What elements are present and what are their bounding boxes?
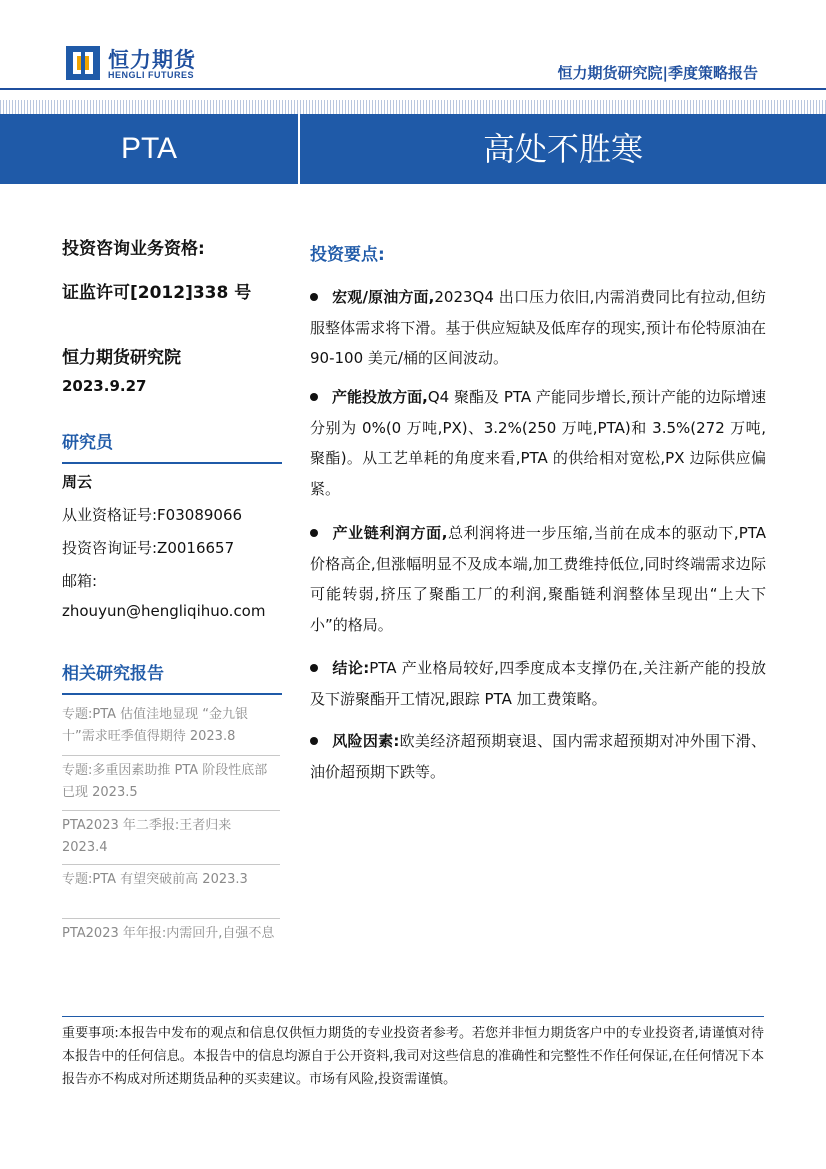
qualification-license: 证监许可[2012]338 号 [62, 283, 252, 303]
related-report-item[interactable]: PTA2023 年年报:内需回升,自强不息 [62, 926, 275, 941]
bullet-icon [310, 529, 318, 537]
header-report-type: 恒力期货研究院|季度策略报告 [557, 64, 758, 82]
bullet-icon [310, 293, 318, 301]
bullet-icon [310, 737, 318, 745]
related-report-item[interactable]: 专题:多重因素助推 PTA 阶段性底部已现 2023.5 [62, 763, 268, 800]
point-text: Q4 聚酯及 PTA 产能同步增长,预计产能的边际增速分别为 0%(0 万吨,PX)、3.2%(250 万吨,PTA)和 3.5%(272 万吨,聚酯)。从工艺单耗的角度来看,PTA 的供给相对宽松,PX 边际供应偏紧。 [310, 388, 766, 498]
point-text: 欧美经济超预期衰退、国内需求超预期对冲外围下滑、油价超预期下跌等。 [310, 732, 767, 781]
email-label: 邮箱: [62, 572, 98, 590]
point-macro [310, 282, 766, 374]
related-report-item[interactable]: 专题:PTA 有望突破前高 2023.3 [62, 872, 248, 887]
report-divider [62, 755, 280, 756]
point-profit [310, 518, 766, 640]
report-divider [62, 864, 280, 865]
report-date: 2023.9.27 [62, 377, 147, 395]
report-divider [62, 918, 280, 919]
title-banner [0, 114, 826, 184]
point-label: 结论: [332, 659, 370, 677]
point-text: 总利润将进一步压缩,当前在成本的驱动下,PTA 价格高企,但涨幅明显不及成本端,加工费维持低位,同时终端需求边际可能转弱,挤压了聚酯工厂的利润,聚酯链利润整体呈现出“上大下小”的格局。 [310, 524, 767, 634]
researcher-heading: 研究员 [62, 433, 113, 453]
point-risk [310, 726, 766, 787]
bullet-icon [310, 393, 318, 401]
point-conclusion [310, 653, 766, 714]
footer-divider [62, 1016, 764, 1017]
product-name: PTA [120, 132, 178, 165]
investment-points-heading: 投资要点: [310, 245, 385, 265]
point-label: 风险因素: [332, 732, 400, 750]
institute-name: 恒力期货研究院 [62, 348, 181, 368]
disclaimer: 重要事项:本报告中发布的观点和信息仅供恒力期货的专业投资者参考。若您并非恒力期货客户中的专业投资者,请谨慎对待本报告中的任何信息。本报告中的信息均源自于公开资料,我司对这些信息的准确性和完整性不作任何保证,在任何情况下本报告亦不构成对所述期货品种的买卖建议。市场有风险,投资需谨慎。 [62, 1026, 764, 1087]
point-label: 宏观/原油方面, [332, 288, 435, 306]
researcher-name: 周云 [62, 473, 93, 491]
point-capacity [310, 382, 766, 504]
company-logo [66, 44, 206, 84]
related-report-item[interactable]: PTA2023 年二季报:王者归来 2023.4 [62, 818, 232, 855]
point-text: PTA 产业格局较好,四季度成本支撑仍在,关注新产能的投放及下游聚酯开工情况,跟踪 PTA 加工费策略。 [310, 659, 766, 708]
decorative-stripe [0, 100, 826, 114]
logo-text: 恒力期货 [108, 48, 196, 72]
related-reports-section [62, 659, 282, 684]
practice-certificate: 从业资格证号:F03089066 [62, 506, 243, 524]
qualification-title: 投资咨询业务资格: [62, 239, 205, 259]
report-divider [62, 810, 280, 811]
header-divider [0, 88, 826, 90]
report-title: 高处不胜寒 [482, 130, 643, 168]
logo-icon [66, 46, 100, 80]
researcher-rule [62, 462, 282, 464]
point-text: 2023Q4 出口压力依旧,内需消费同比有拉动,但纺服整体需求将下滑。基于供应短缺及低库存的现实,预计布伦特原油在 90-100 美元/桶的区间波动。 [310, 288, 766, 367]
point-label: 产业链利润方面, [332, 524, 448, 542]
logo-english-text: HENGLI FUTURES [108, 70, 195, 80]
email-address[interactable]: zhouyun@hengliqihuo.com [62, 602, 266, 620]
consult-certificate: 投资咨询证号:Z0016657 [62, 539, 235, 557]
bullet-icon [310, 664, 318, 672]
related-reports-rule [62, 693, 282, 695]
related-report-item[interactable]: 专题:PTA 估值洼地显现 “金九银十”需求旺季值得期待 2023.8 [62, 707, 249, 744]
point-label: 产能投放方面, [332, 388, 428, 406]
related-reports-heading: 相关研究报告 [62, 664, 164, 684]
researcher-section [62, 428, 282, 453]
